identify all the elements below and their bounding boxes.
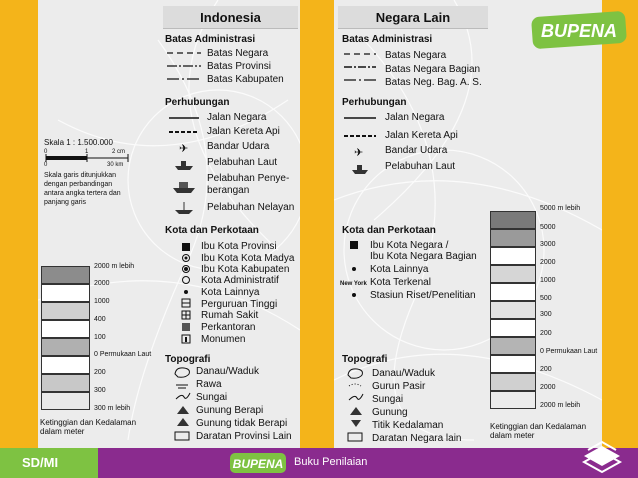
left-admin-item: Batas Negara (207, 48, 269, 59)
elevation-swatch (41, 320, 90, 338)
books-icon (580, 436, 624, 474)
elevation-label: 200 (540, 366, 552, 373)
right-city-item: Ibu Kota Negara Bagian (370, 251, 477, 262)
left-transport-item: Bandar Udara (207, 141, 270, 152)
right-cities-title: Kota dan Perkotaan (342, 225, 436, 236)
right-topo-item: Danau/Waduk (372, 368, 435, 379)
footer-book-title: Buku Penilaian (294, 456, 368, 468)
left-city-item: Kota Lainnya (201, 287, 260, 298)
transport-icons (342, 110, 378, 174)
left-topo-title: Topografi (165, 354, 211, 365)
new-york-example: New York (340, 281, 367, 287)
elevation-swatch (490, 301, 536, 319)
left-city-item: Rumah Sakit (201, 310, 259, 321)
elevation-swatch (490, 355, 536, 373)
left-transport-item: Jalan Negara (207, 112, 267, 123)
elevation-label: 200 (540, 330, 552, 337)
elevation-note: Ketinggian dan Kedalaman (490, 422, 587, 431)
left-city-item: Ibu Kota Kota Madya (201, 253, 295, 264)
elevation-label: 2000 m lebih (540, 402, 581, 409)
elevation-swatch (41, 392, 90, 410)
right-admin-title: Batas Administrasi (342, 34, 433, 45)
left-transport-item: Pelabuhan Nelayan (207, 202, 295, 213)
svg-text:✈: ✈ (354, 147, 364, 159)
left-topo-item: Rawa (196, 379, 222, 390)
scale-label: Skala 1 : 1.500.000 (44, 138, 113, 147)
left-topo-item: Sungai (196, 392, 228, 403)
elevation-label: 2000 (540, 384, 556, 391)
elevation-swatch (41, 374, 90, 392)
right-transport-title: Perhubungan (342, 97, 407, 108)
elevation-label: 300 m lebih (94, 405, 131, 412)
left-topo-item: Daratan Provinsi Lain (196, 431, 292, 442)
left-city-item: Monumen (201, 334, 246, 345)
elevation-label: 0 Permukaan Laut (540, 348, 598, 355)
elevation-label: 500 (540, 295, 552, 302)
elevation-label: 400 (94, 316, 106, 323)
scale-km: 30 km (107, 162, 124, 168)
elevation-label: 5000 m lebih (540, 205, 581, 212)
right-admin-item: Batas Neg. Bag. A. S. (385, 77, 482, 88)
boundary-line-icons (165, 48, 203, 88)
city-symbol-icons (178, 240, 196, 350)
right-admin-item: Batas Negara (385, 50, 447, 61)
elevation-label: 300 (94, 387, 106, 394)
scale-note: antara angka tertera dan (44, 190, 121, 197)
left-topo-item: Gunung Berapi (196, 405, 264, 416)
elevation-swatch (490, 319, 536, 337)
elevation-swatch (490, 247, 536, 265)
bupena-logo (530, 10, 628, 50)
elevation-swatch (41, 356, 90, 374)
left-city-item: Ibu Kota Kabupaten (201, 264, 290, 275)
left-city-item: Perkantoran (201, 322, 256, 333)
right-topo-item: Titik Kedalaman (372, 420, 444, 431)
topo-symbol-icons (172, 365, 194, 445)
topo-symbol-icons (345, 366, 369, 446)
left-topo-item: Danau/Waduk (196, 366, 259, 377)
scale-km: 0 (44, 162, 48, 168)
right-city-item: Ibu Kota Negara / (370, 240, 449, 251)
scale-note: panjang garis (44, 199, 87, 206)
elevation-swatch (41, 266, 90, 284)
elevation-swatch (490, 229, 536, 247)
svg-text:✈: ✈ (179, 143, 189, 155)
elevation-label: 5000 (540, 224, 556, 231)
left-city-item: Kota Administratif (201, 275, 279, 286)
elevation-label: 100 (94, 334, 106, 341)
elevation-label: 0 Permukaan Laut (94, 351, 152, 358)
indonesia-title: Indonesia (163, 6, 298, 29)
right-transport-item: Bandar Udara (385, 145, 448, 156)
boundary-line-icons (342, 48, 378, 88)
elevation-label: 200 (94, 369, 106, 376)
elevation-swatch (490, 211, 536, 229)
right-topo-item: Sungai (372, 394, 404, 405)
left-transport-item: Jalan Kereta Api (207, 126, 280, 137)
elevation-label: 1000 (94, 298, 110, 305)
right-admin-item: Batas Negara Bagian (385, 64, 481, 75)
left-city-item: Ibu Kota Provinsi (201, 241, 277, 252)
elevation-swatch (490, 391, 536, 409)
elevation-note: Ketinggian dan Kedalaman (40, 418, 137, 427)
elevation-swatch (41, 338, 90, 356)
elevation-label: 300 (540, 311, 552, 318)
elevation-label: 2000 (94, 280, 110, 287)
transport-icons (165, 112, 203, 216)
elevation-swatch (490, 373, 536, 391)
scale-tick: 2 cm (112, 149, 126, 155)
right-topo-item: Gunung (372, 407, 408, 418)
right-city-item: Kota Lainnya (370, 264, 429, 275)
elevation-swatch (41, 284, 90, 302)
right-city-item: Stasiun Riset/Penelitian (370, 290, 476, 301)
left-admin-title: Batas Administrasi (165, 34, 256, 45)
right-transport-item: Jalan Kereta Api (385, 130, 458, 141)
bupena-footer-logo (228, 450, 288, 476)
elevation-swatch (490, 283, 536, 301)
left-transport-title: Perhubungan (165, 97, 230, 108)
right-transport-item: Pelabuhan Laut (385, 161, 456, 172)
left-city-item: Perguruan Tinggi (201, 299, 278, 310)
bupena-logo-text: BUPENA (540, 21, 618, 41)
elevation-label: 3000 (540, 241, 556, 248)
elevation-label: 2000 (540, 259, 556, 266)
left-transport-item: berangan (207, 185, 250, 196)
elevation-swatch (41, 302, 90, 320)
elevation-note: dalam meter (40, 427, 85, 436)
elevation-swatch (490, 337, 536, 355)
scale-tick: 1 (85, 149, 89, 155)
left-admin-item: Batas Provinsi (207, 61, 271, 72)
left-admin-item: Batas Kabupaten (207, 74, 284, 85)
elevation-label: 2000 m lebih (94, 263, 135, 270)
scale-note: Skala garis ditunjukkan (44, 172, 116, 179)
elevation-label: 1000 (540, 277, 556, 284)
left-transport-item: Pelabuhan Laut (207, 157, 278, 168)
left-topo-item: Gunung tidak Berapi (196, 418, 288, 429)
right-topo-title: Topografi (342, 354, 388, 365)
scale-tick: 0 (44, 149, 48, 155)
bupena-footer-logo-text: BUPENA (232, 457, 284, 471)
right-transport-item: Jalan Negara (385, 112, 445, 123)
left-transport-item: Pelabuhan Penye- (207, 173, 290, 184)
right-topo-item: Gurun Pasir (372, 381, 426, 392)
elevation-swatch (490, 265, 536, 283)
right-topo-item: Daratan Negara lain (372, 433, 462, 444)
left-cities-title: Kota dan Perkotaan (165, 225, 259, 236)
city-symbol-icons (344, 238, 364, 302)
grade-level-label: SD/MI (22, 455, 59, 470)
elevation-note: dalam meter (490, 431, 535, 440)
right-city-item: Kota Terkenal (370, 277, 431, 288)
scale-note: dengan perbandingan (44, 181, 113, 188)
negara-lain-title: Negara Lain (338, 6, 488, 29)
